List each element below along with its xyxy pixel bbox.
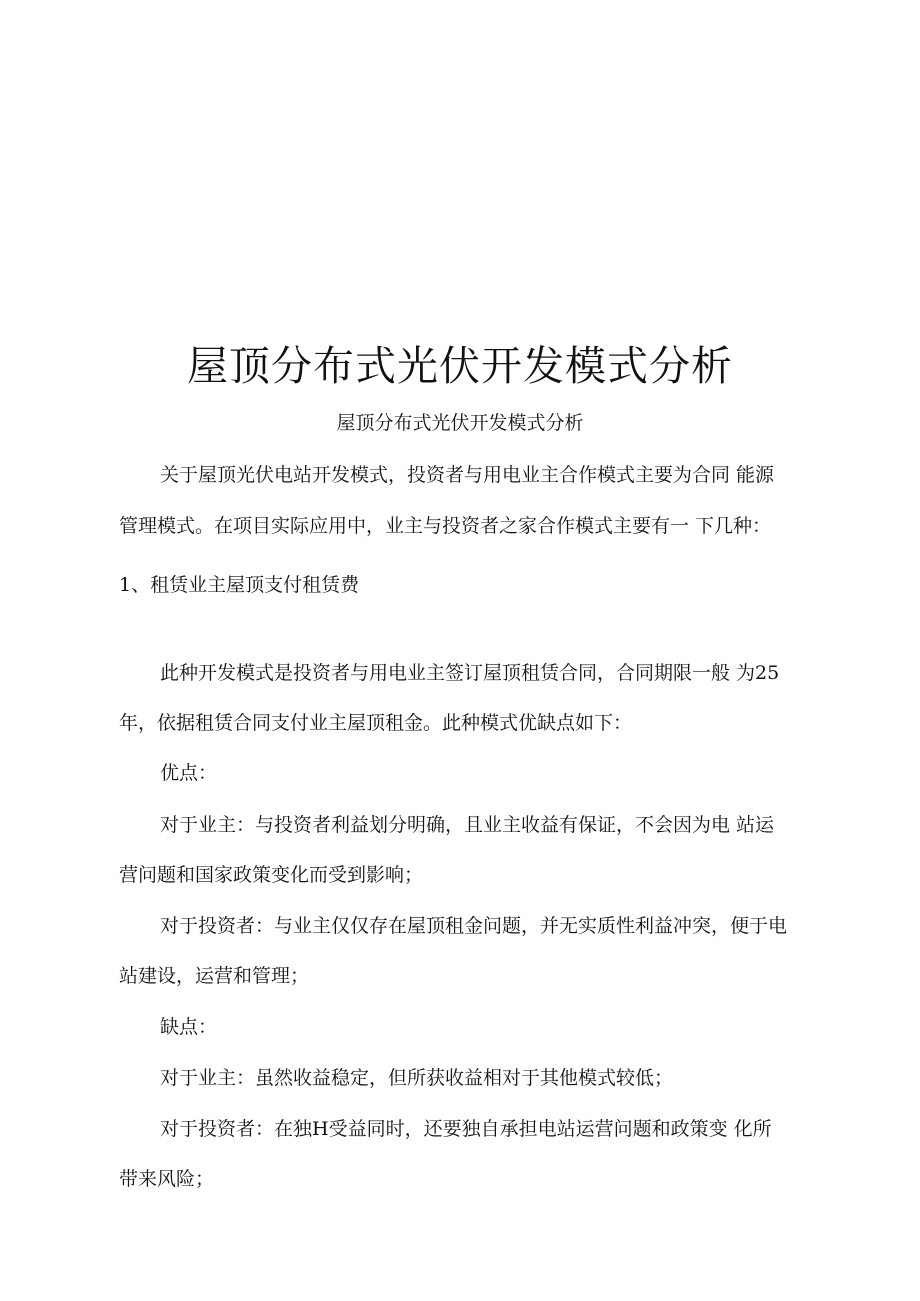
paragraph-line: 对于投资者：与业主仅仅存在屋顶租金问题，并无实质性利益冲突，便于电 bbox=[160, 915, 788, 937]
pros-heading: 优点： bbox=[160, 762, 218, 784]
document-subtitle: 屋顶分布式光伏开发模式分析 bbox=[336, 412, 584, 434]
section-heading: 1、租赁业主屋顶支付租赁费 bbox=[119, 574, 360, 596]
paragraph-line: 年，依据租赁合同支付业主屋顶租金。此种模式优缺点如下： bbox=[119, 712, 633, 734]
paragraph-line: 此种开发模式是投资者与用电业主签订屋顶租赁合同，合同期限一般 为25 bbox=[160, 662, 780, 684]
paragraph-line: 对于业主：虽然收益稳定，但所获收益相对于其他模式较低； bbox=[160, 1067, 674, 1089]
paragraph-line: 营问题和国家政策变化而受到影响； bbox=[119, 864, 424, 886]
paragraph-line: 带来风险； bbox=[119, 1168, 215, 1190]
document-title: 屋顶分布式光伏开发模式分析 bbox=[187, 342, 733, 390]
cons-heading: 缺点： bbox=[160, 1016, 218, 1038]
paragraph-line: 管理模式。在项目实际应用中，业主与投资者之家合作模式主要有一 下几种： bbox=[119, 515, 772, 537]
paragraph-line: 对于业主：与投资者利益划分明确，且业主收益有保证，不会因为电 站运 bbox=[160, 814, 775, 836]
paragraph-line: 对于投资者：在独H受益同时，还要独自承担电站运营问题和政策变 化所 bbox=[160, 1118, 772, 1140]
paragraph-line: 关于屋顶光伏电站开发模式，投资者与用电业主合作模式主要为合同 能源 bbox=[160, 464, 775, 486]
paragraph-line: 站建设，运营和管理； bbox=[119, 965, 310, 987]
